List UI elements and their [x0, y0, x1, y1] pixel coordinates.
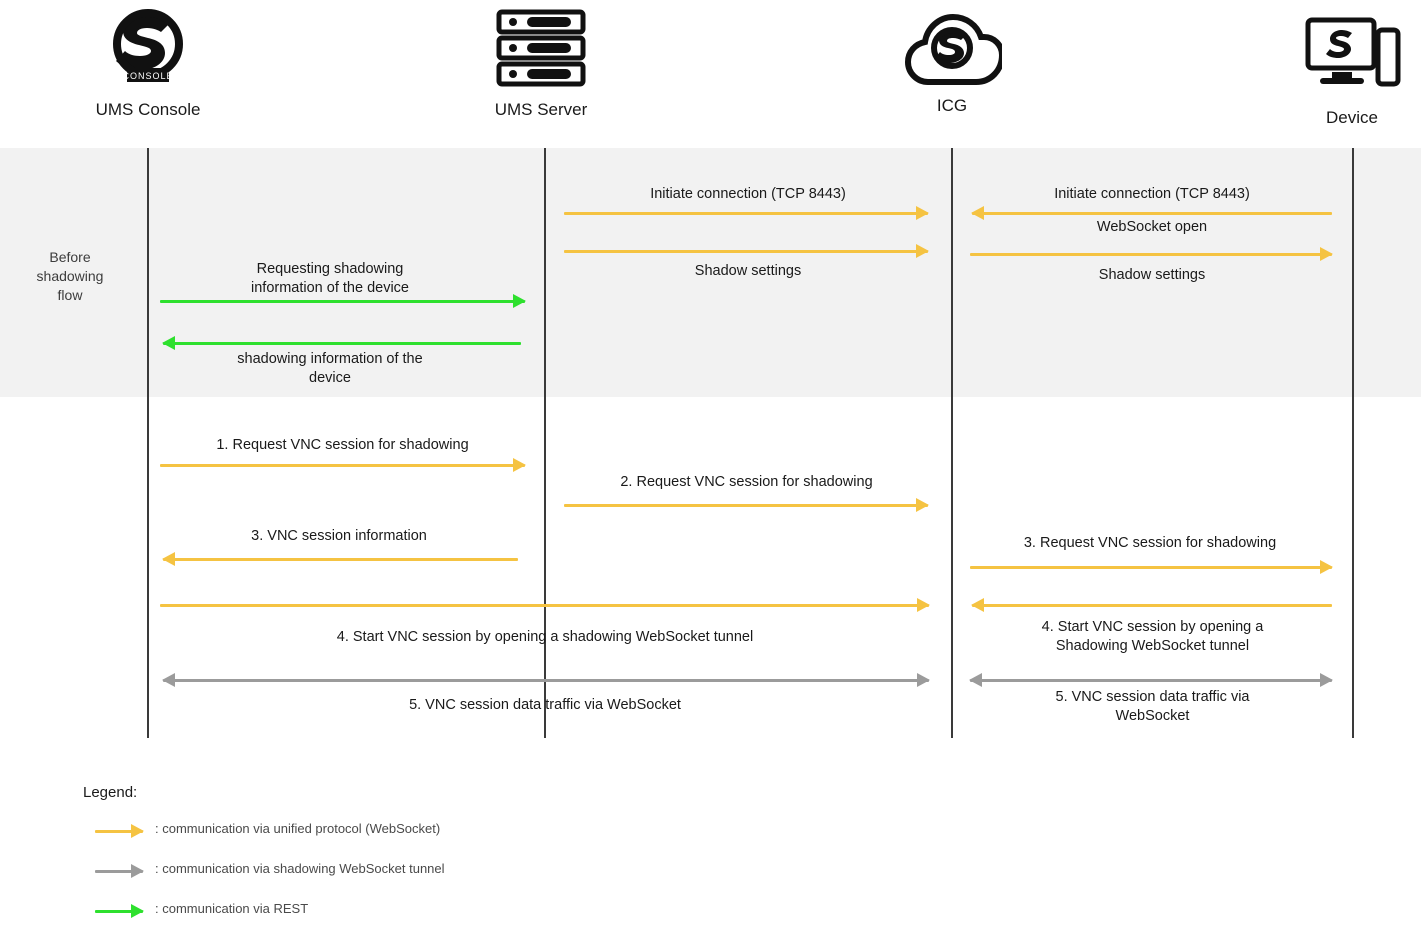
lifeline-ums-server — [544, 148, 546, 738]
label-vnc-data-traffic-5-device-line1: 5. VNC session data traffic via — [1055, 689, 1250, 705]
legend-arrow-yellow-icon — [95, 830, 143, 833]
label-start-vnc-session-4-device-line2: Shadowing WebSocket tunnel — [1055, 638, 1250, 654]
legend-shadowing-tunnel-label: : communication via shadowing WebSocket tunnel — [155, 861, 445, 876]
arrow-initiate-connection-device-icg — [972, 212, 1332, 214]
arrow-shadow-settings-server-icg — [564, 250, 928, 252]
legend-arrow-green-icon — [95, 910, 143, 913]
arrow-websocket-open — [970, 253, 1332, 255]
lifeline-device — [1352, 148, 1354, 738]
server-rack-icon — [421, 8, 661, 96]
label-vnc-session-information-3: 3. VNC session information — [251, 528, 427, 544]
label-shadowing-info-response-line2: device — [309, 370, 351, 386]
legend-arrow-gray-icon — [95, 870, 143, 873]
label-start-vnc-session-4-console: 4. Start VNC session by opening a shadowing WebSocket tunnel — [336, 629, 754, 645]
legend-title: Legend: — [83, 784, 138, 801]
label-requesting-shadowing-info — [160, 260, 500, 298]
arrow-shadowing-info-response — [163, 342, 521, 344]
label-shadow-settings-icg-device: Shadow settings — [1098, 267, 1206, 283]
label-initiate-connection-server-icg: Initiate connection (TCP 8443) — [650, 186, 846, 202]
legend-unified-protocol-label: : communication via unified protocol (WebSocket) — [155, 821, 441, 836]
actor-label-icg: ICG — [936, 96, 968, 115]
cloud-gateway-icon — [832, 4, 1072, 92]
arrow-initiate-connection-server-icg — [564, 212, 928, 214]
band-label-line3: flow — [57, 287, 83, 303]
arrow-start-vnc-session-4-device — [972, 604, 1332, 606]
actor-label-ums-console: UMS Console — [95, 100, 201, 119]
arrow-requesting-shadowing-info — [160, 300, 525, 302]
band-label — [10, 248, 130, 305]
actor-label-device: Device — [1326, 108, 1378, 127]
ums-console-logo-icon — [28, 8, 268, 96]
arrow-vnc-session-information-3 — [163, 558, 518, 560]
label-request-vnc-session-2: 2. Request VNC session for shadowing — [620, 474, 873, 490]
band-label-line1: Before — [49, 249, 91, 265]
arrow-request-vnc-session-1 — [160, 464, 525, 466]
label-start-vnc-session-4-device — [960, 618, 1345, 656]
label-requesting-shadowing-info-line1: Requesting shadowing — [256, 261, 404, 277]
label-shadowing-info-response-line1: shadowing information of the — [237, 351, 423, 367]
label-start-vnc-session-4-device-line1: 4. Start VNC session by opening a — [1041, 619, 1264, 635]
legend-rest-label: : communication via REST — [155, 901, 309, 916]
actor-ums-console — [28, 8, 268, 120]
label-websocket-open: WebSocket open — [1096, 219, 1208, 235]
svg-text:CONSOLE: CONSOLE — [122, 71, 174, 81]
arrow-vnc-data-traffic-5-device — [970, 679, 1332, 681]
label-request-vnc-session-3: 3. Request VNC session for shadowing — [1023, 535, 1277, 551]
label-shadow-settings-server-icg: Shadow settings — [694, 263, 802, 279]
arrow-request-vnc-session-2 — [564, 504, 928, 506]
label-shadowing-info-response — [160, 350, 500, 388]
arrow-start-vnc-session-4-console — [160, 604, 929, 606]
label-requesting-shadowing-info-line2: information of the device — [251, 280, 409, 296]
actor-label-ums-server: UMS Server — [494, 100, 588, 119]
lifeline-ums-console — [147, 148, 149, 738]
actor-ums-server — [421, 8, 661, 120]
label-request-vnc-session-1: 1. Request VNC session for shadowing — [216, 437, 469, 453]
label-initiate-connection-device-icg: Initiate connection (TCP 8443) — [1054, 186, 1250, 202]
band-label-line2: shadowing — [36, 268, 104, 284]
actor-device — [1232, 16, 1421, 128]
label-vnc-data-traffic-5-console: 5. VNC session data traffic via WebSocket — [409, 697, 681, 713]
label-vnc-data-traffic-5-device — [960, 688, 1345, 726]
actor-icg — [832, 4, 1072, 116]
arrow-vnc-data-traffic-5-console — [163, 679, 929, 681]
label-vnc-data-traffic-5-device-line2: WebSocket — [1115, 708, 1190, 724]
monitor-device-icon — [1232, 16, 1421, 104]
arrow-request-vnc-session-3 — [970, 566, 1332, 568]
